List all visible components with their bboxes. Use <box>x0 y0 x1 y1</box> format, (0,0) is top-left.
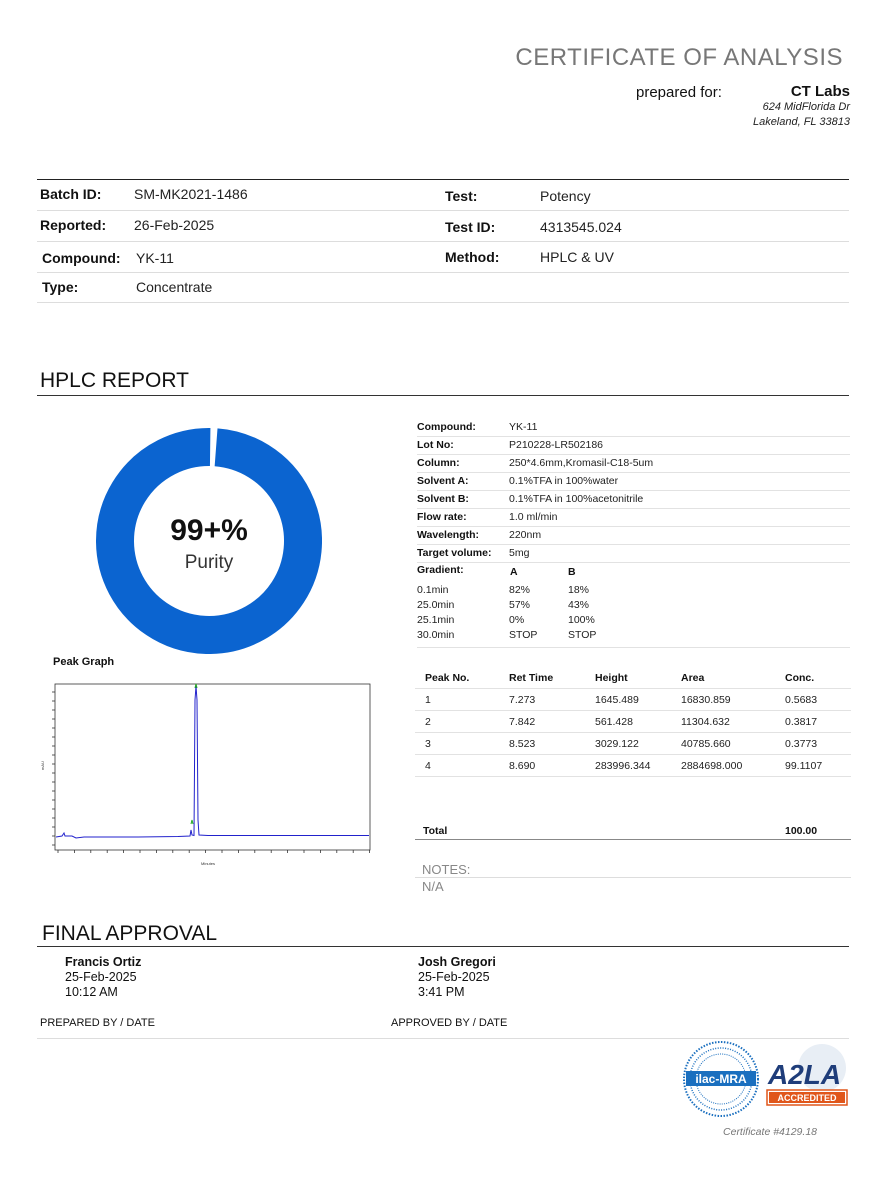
client-address-line2: Lakeland, FL 33813 <box>752 116 850 128</box>
gradient-table <box>417 564 850 648</box>
peak-table-header-cell: Conc. <box>785 672 815 684</box>
parameter-value: 1.0 ml/min <box>509 511 558 523</box>
peak-table-cell: 40785.660 <box>681 738 731 750</box>
peak-table-cell: 8.690 <box>509 760 536 772</box>
parameter-row <box>417 509 850 527</box>
peak-graph-y-axis-label: mAU <box>40 761 45 770</box>
hplc-parameters-table <box>417 419 850 563</box>
gradient-b-cell: STOP <box>568 629 597 641</box>
approval-title-rule <box>37 946 849 947</box>
batch-id-label: Batch ID: <box>40 186 102 202</box>
info-top-rule <box>37 179 849 180</box>
peak-table-cell: 99.1107 <box>785 760 823 772</box>
peak-table-cell: 16830.859 <box>681 694 731 706</box>
gradient-b-cell: 43% <box>568 599 590 611</box>
purity-value: 99+% <box>170 514 248 547</box>
peak-table-cell: 11304.632 <box>681 716 730 728</box>
test-id-value: 4313545.024 <box>540 219 622 235</box>
peak-table-cell: 0.3817 <box>785 716 818 728</box>
parameter-label: Column: <box>417 457 460 469</box>
preparer-name: Francis Ortiz <box>65 955 142 969</box>
peak-table-cell: 8.523 <box>509 738 536 750</box>
test-value: Potency <box>540 188 591 204</box>
total-value: 100.00 <box>785 825 818 837</box>
prepared-for-label: prepared for: <box>636 84 722 101</box>
ilac-mra-text: ilac-MRA <box>695 1072 747 1086</box>
a2la-accredited-logo <box>764 1042 848 1108</box>
certificate-title: CERTIFICATE OF ANALYSIS <box>515 44 843 71</box>
peak-table-cell: 561.428 <box>595 716 633 728</box>
peak-table-header-cell: Height <box>595 672 628 684</box>
hplc-title-rule <box>37 395 849 396</box>
gradient-a-cell: 57% <box>509 599 531 611</box>
peak-table-row <box>415 689 851 711</box>
approval-bottom-rule <box>37 1038 849 1039</box>
peak-table-cell: 1645.489 <box>595 694 639 706</box>
peak-table-cell: 7.273 <box>509 694 536 706</box>
peak-table-header-cell: Ret Time <box>509 672 554 684</box>
peak-table-cell: 283996.344 <box>595 760 651 772</box>
final-approval-title: FINAL APPROVAL <box>42 922 218 945</box>
parameter-value: YK-11 <box>509 421 538 433</box>
accredited-text: ACCREDITED <box>777 1093 837 1103</box>
notes-divider <box>415 877 851 878</box>
peak-graph-x-axis-label: Minutes <box>200 861 216 866</box>
peak-table-cell: 0.3773 <box>785 738 818 750</box>
peak-table-cell: 3 <box>425 738 431 750</box>
info-divider <box>37 210 849 211</box>
parameter-label: Solvent A: <box>417 475 469 487</box>
approver-signature <box>418 955 496 1000</box>
approver-time: 3:41 PM <box>418 985 465 999</box>
parameter-row <box>417 419 850 437</box>
parameter-row <box>417 455 850 473</box>
peak-table-cell: 2 <box>425 716 431 728</box>
gradient-time-cell: 25.0min <box>417 599 455 611</box>
parameter-value: 0.1%TFA in 100%water <box>509 475 619 487</box>
hplc-report-title: HPLC REPORT <box>40 369 189 392</box>
reported-value: 26-Feb-2025 <box>134 217 215 233</box>
parameter-label: Solvent B: <box>417 493 469 505</box>
parameter-value: 220nm <box>509 529 542 541</box>
gradient-a-cell: 0% <box>509 614 525 626</box>
approver-name: Josh Gregori <box>418 955 496 969</box>
parameter-label: Lot No: <box>417 439 454 451</box>
peak-graph-y-ticks <box>52 692 55 845</box>
type-value: Concentrate <box>136 279 213 295</box>
peak-table-row <box>415 733 851 755</box>
ilac-mra-logo <box>682 1040 760 1118</box>
purity-donut-chart <box>96 428 322 654</box>
peak-table-cell: 0.5683 <box>785 694 818 706</box>
gradient-time-cell: 25.1min <box>417 614 455 626</box>
gradient-time-cell: 0.1min <box>417 584 449 596</box>
peak-table-row <box>415 711 851 733</box>
parameter-label: Flow rate: <box>417 511 467 523</box>
purity-label: Purity <box>184 552 234 573</box>
a2la-text: A2LA <box>768 1059 842 1090</box>
compound-label: Compound: <box>42 250 121 266</box>
notes-label: NOTES: <box>422 862 471 877</box>
parameter-row <box>417 527 850 545</box>
info-divider <box>37 302 849 303</box>
gradient-a-cell: STOP <box>509 629 538 641</box>
client-address-line1: 624 MidFlorida Dr <box>762 101 850 113</box>
peak-graph-x-ticks <box>58 850 370 853</box>
client-name: CT Labs <box>790 83 850 100</box>
gradient-label: Gradient: <box>417 564 464 576</box>
batch-id-value: SM-MK2021-1486 <box>134 186 248 202</box>
preparer-signature <box>65 955 141 1000</box>
parameter-row <box>417 473 850 491</box>
type-label: Type: <box>42 279 79 295</box>
peak-table <box>415 667 851 777</box>
gradient-col-a: A <box>510 566 518 578</box>
method-label: Method: <box>445 249 500 265</box>
test-id-label: Test ID: <box>445 219 496 235</box>
approver-date: 25-Feb-2025 <box>418 970 490 984</box>
peak-table-cell: 2884698.000 <box>681 760 743 772</box>
notes-value: N/A <box>422 879 444 894</box>
parameter-label: Target volume: <box>417 547 492 559</box>
method-value: HPLC & UV <box>540 249 614 265</box>
parameter-row <box>417 545 850 563</box>
reported-label: Reported: <box>40 217 107 233</box>
parameter-value: P210228-LR502186 <box>509 439 603 451</box>
test-label: Test: <box>445 188 478 204</box>
parameter-label: Wavelength: <box>417 529 480 541</box>
peak-marker <box>191 820 193 824</box>
preparer-date: 25-Feb-2025 <box>65 970 137 984</box>
peak-table-cell: 7.842 <box>509 716 536 728</box>
parameter-value: 0.1%TFA in 100%acetonitrile <box>509 493 644 505</box>
chromatogram-trace <box>56 686 369 838</box>
total-label: Total <box>423 825 448 837</box>
peak-total-row <box>415 822 851 840</box>
gradient-b-cell: 18% <box>568 584 590 596</box>
peak-graph-frame <box>55 684 370 850</box>
batch-id-row <box>40 186 101 202</box>
parameter-value: 250*4.6mm,Kromasil-C18-5um <box>509 457 654 469</box>
info-divider <box>37 272 849 273</box>
peak-graph-label: Peak Graph <box>53 656 115 668</box>
peak-graph <box>38 680 374 870</box>
certificate-number: Certificate #4129.18 <box>723 1126 817 1138</box>
peak-table-row <box>415 755 851 777</box>
gradient-b-cell: 100% <box>568 614 595 626</box>
peak-table-cell: 3029.122 <box>595 738 639 750</box>
gradient-a-cell: 82% <box>509 584 531 596</box>
info-divider <box>37 241 849 242</box>
approved-by-caption: APPROVED BY / DATE <box>391 1017 508 1029</box>
preparer-time: 10:12 AM <box>65 985 118 999</box>
peak-table-header-cell: Peak No. <box>425 672 470 684</box>
parameter-value: 5mg <box>509 547 530 559</box>
parameter-row <box>417 491 850 509</box>
compound-value: YK-11 <box>136 250 174 266</box>
peak-table-cell: 4 <box>425 760 431 772</box>
parameter-label: Compound: <box>417 421 476 433</box>
peak-table-cell: 1 <box>425 694 431 706</box>
peak-table-header-cell: Area <box>681 672 705 684</box>
gradient-col-b: B <box>568 566 576 578</box>
prepared-by-caption: PREPARED BY / DATE <box>40 1017 155 1029</box>
gradient-time-cell: 30.0min <box>417 629 455 641</box>
peak-table-header <box>415 667 851 689</box>
parameter-row <box>417 437 850 455</box>
